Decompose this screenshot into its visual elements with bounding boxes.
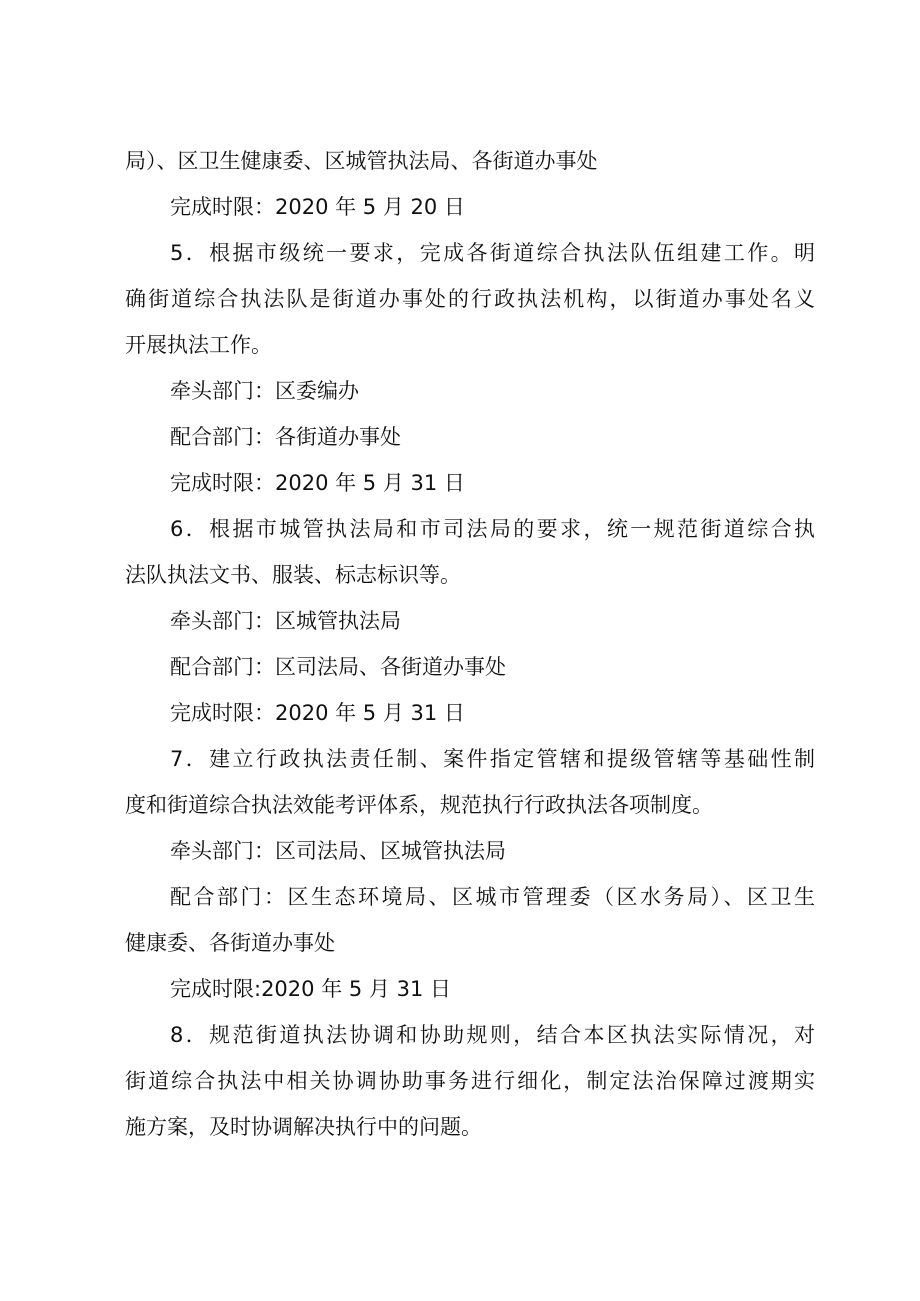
deadline-line: 完成时限：2020 年 5 月 31 日 xyxy=(170,471,465,495)
coop-dept-line-1: 配合部门：区生态环境局、区城市管理委（区水务局）、区卫生 xyxy=(170,885,815,909)
lead-dept-line: 牵头部门：区城管执法局 xyxy=(170,609,401,633)
deadline-line: 完成时限：2020 年 5 月 20 日 xyxy=(170,195,465,219)
item-7-line-2: 度和街道综合执法效能考评体系，规范执行行政执法各项制度。 xyxy=(125,793,713,817)
coop-dept-line: 配合部门：区司法局、各街道办事处 xyxy=(170,655,506,679)
item-6-line-2: 法队执法文书、服装、标志标识等。 xyxy=(125,563,461,587)
coop-dept-line: 配合部门：各街道办事处 xyxy=(170,425,401,449)
item-8-line-1: 8．规范街道执法协调和协助规则，结合本区执法实际情况，对 xyxy=(170,1023,815,1047)
text-line-1: 局）、区卫生健康委、区城管执法局、各街道办事处 xyxy=(125,149,598,173)
item-6-line-1: 6．根据市城管执法局和市司法局的要求，统一规范街道综合执 xyxy=(170,517,815,541)
lead-dept-line: 牵头部门：区司法局、区城管执法局 xyxy=(170,839,506,863)
item-5-line-3: 开展执法工作。 xyxy=(125,333,272,357)
item-5-line-2: 确街道综合执法队是街道办事处的行政执法机构，以街道办事处名义 xyxy=(125,287,815,311)
item-5-line-1: 5．根据市级统一要求，完成各街道综合执法队伍组建工作。明 xyxy=(170,241,815,265)
lead-dept-line: 牵头部门：区委编办 xyxy=(170,379,359,403)
coop-dept-line-2: 健康委、各街道办事处 xyxy=(125,931,335,955)
item-8-line-2: 街道综合执法中相关协调协助事务进行细化，制定法治保障过渡期实 xyxy=(125,1069,815,1093)
item-8-line-3: 施方案，及时协调解决执行中的问题。 xyxy=(125,1115,482,1139)
deadline-line: 完成时限：2020 年 5 月 31 日 xyxy=(170,701,465,725)
deadline-line: 完成时限:2020 年 5 月 31 日 xyxy=(170,977,451,1001)
item-7-line-1: 7．建立行政执法责任制、案件指定管辖和提级管辖等基础性制 xyxy=(170,747,815,771)
